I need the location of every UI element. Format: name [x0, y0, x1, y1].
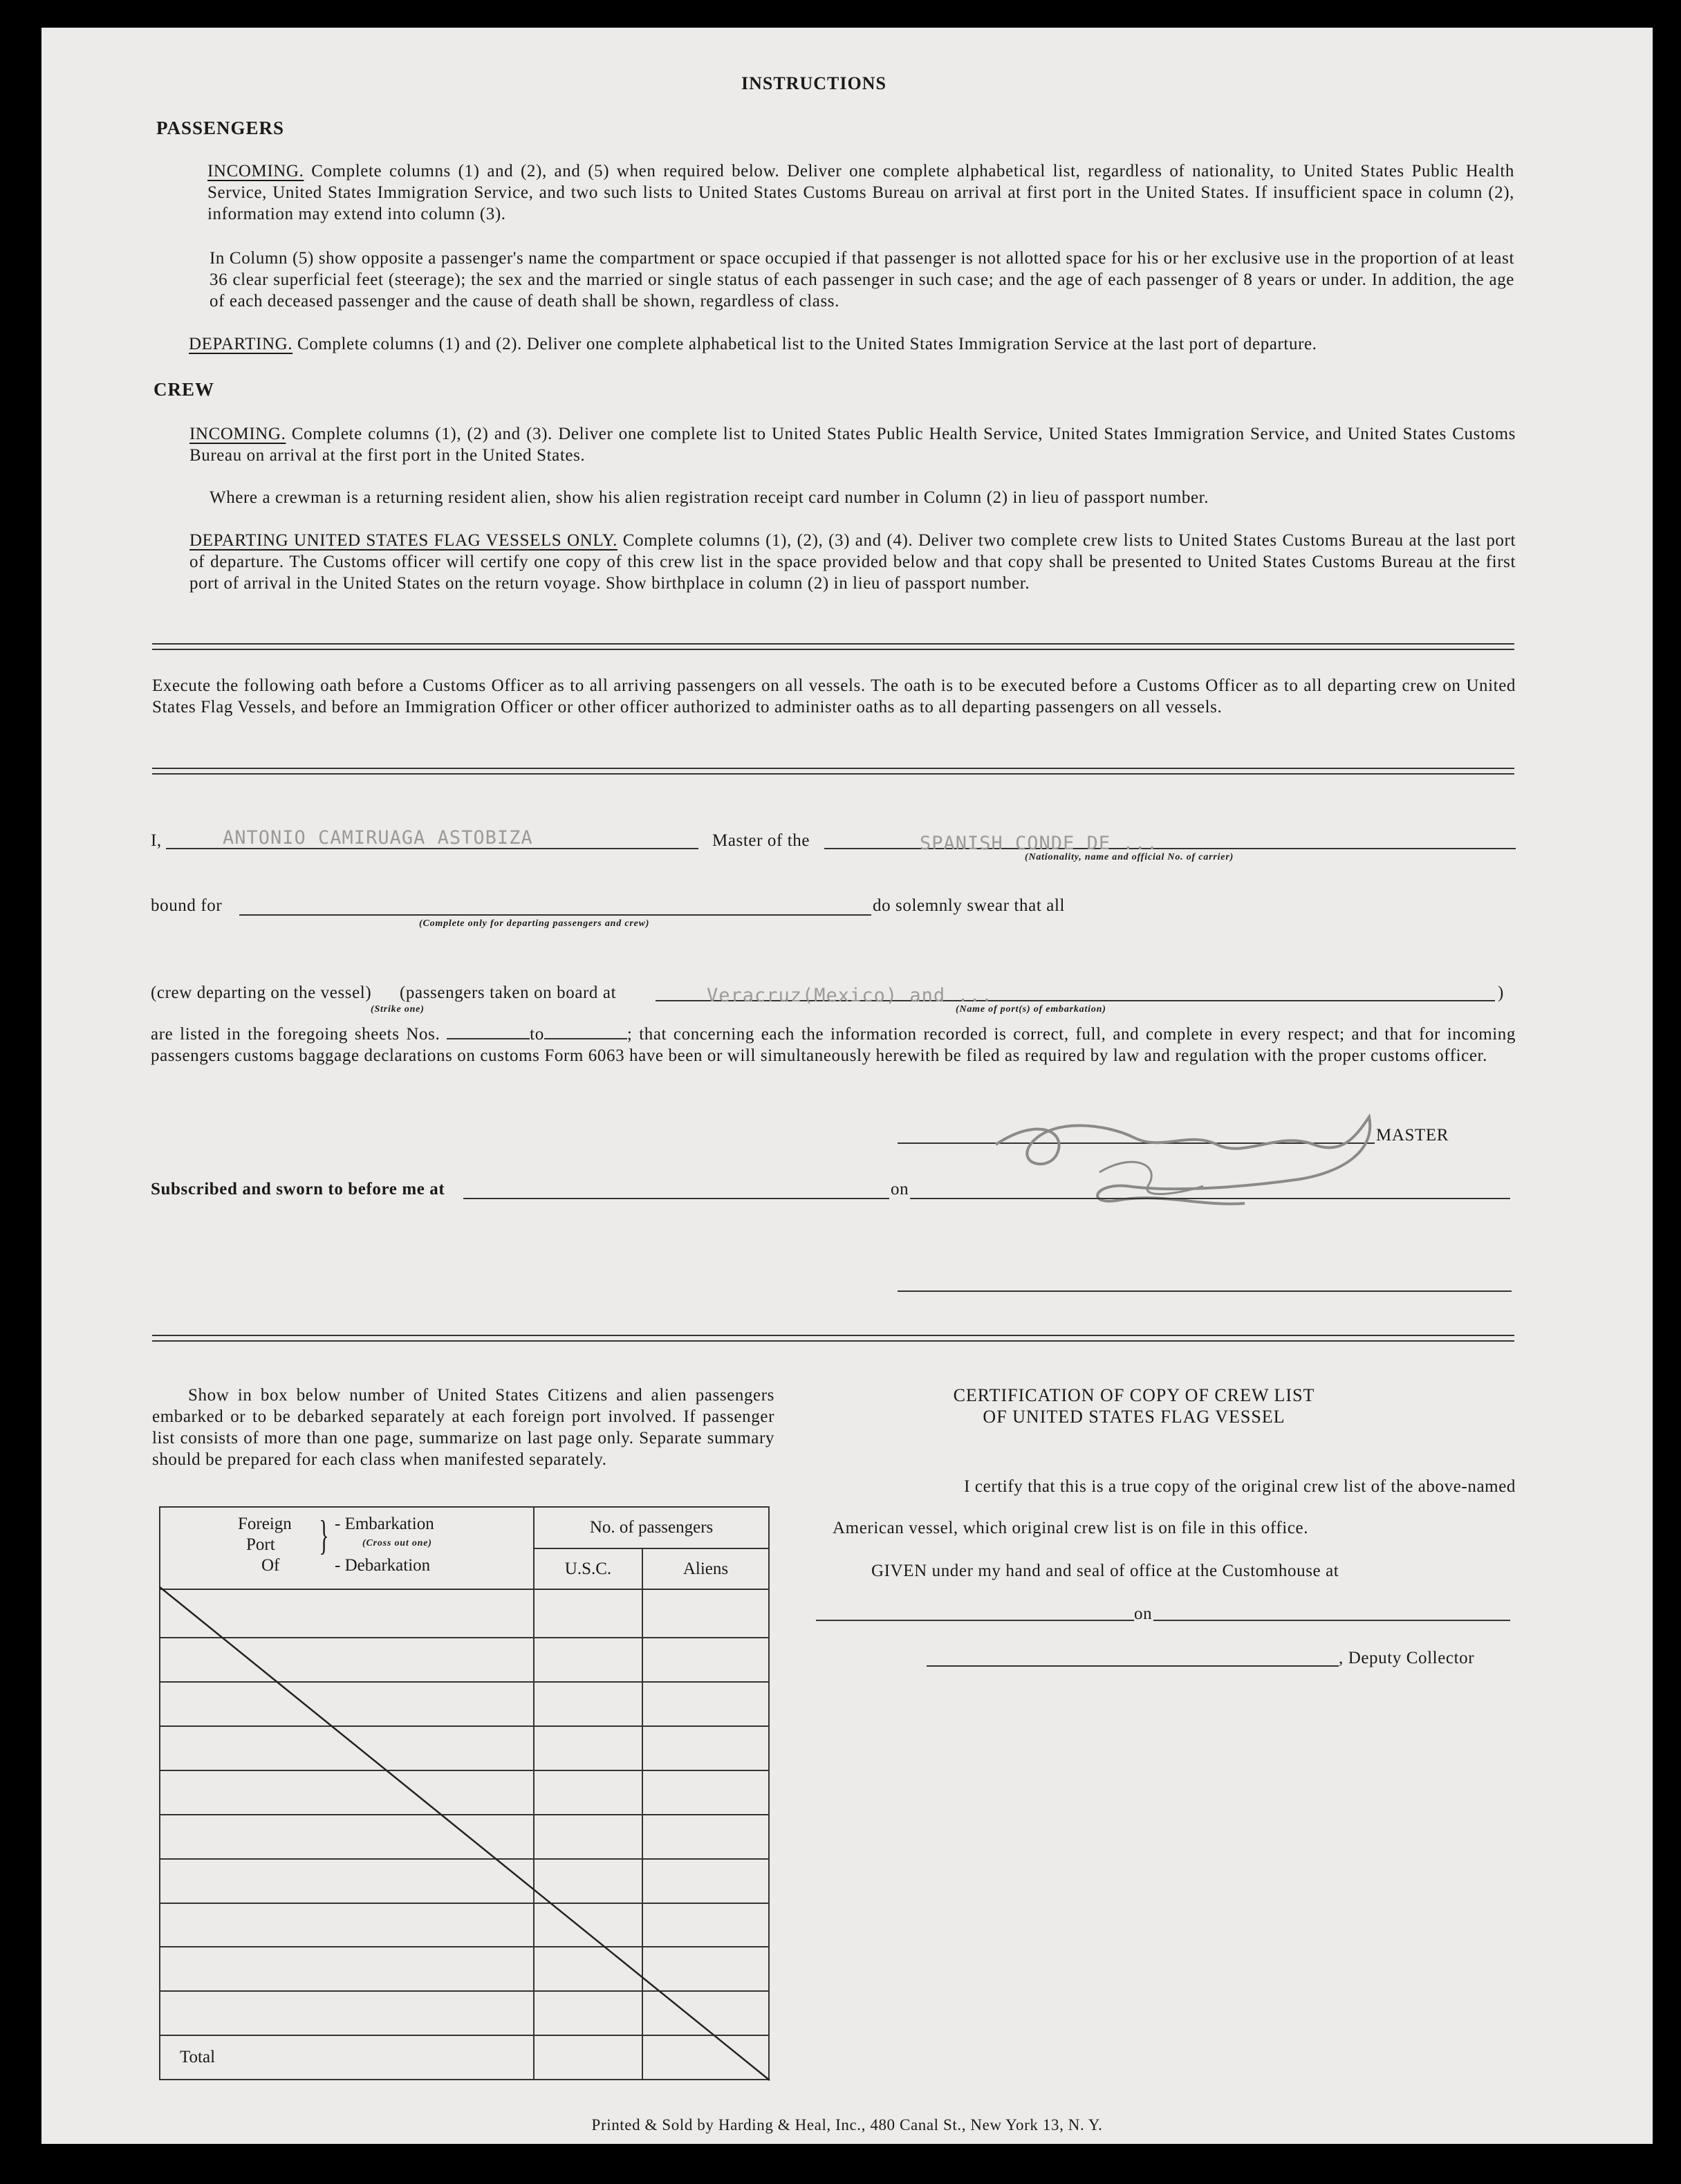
master-signature	[954, 1089, 1424, 1228]
port-label: Port	[246, 1535, 275, 1554]
master-name-field[interactable]: ANTONIO CAMIRUAGA ASTOBIZA	[223, 827, 533, 849]
passengers-incoming-text: Complete columns (1) and (2), and (5) when required below. Deliver one complete alphabetical list, regardless of nationality, to United States Public Health Service, United States Immigration Service, and two such lists to United States Customs Bureau on arrival at first port in the United States. If insufficient space in column (2), information may extend into column (3).	[207, 162, 1514, 223]
brace-icon: }	[319, 1512, 329, 1558]
crew-resident-paragraph: Where a crewman is a returning resident alien, show his alien registration receipt card number in Column (2) in lieu of passport number.	[210, 488, 1209, 507]
subscribed-date-line[interactable]	[910, 1198, 1510, 1199]
crew-departing-paragraph	[189, 530, 1516, 594]
deputy-signature-line[interactable]	[927, 1665, 1339, 1667]
vessel-field[interactable]: SPANISH CONDE DE ...	[920, 833, 1159, 854]
crew-incoming-paragraph	[189, 423, 1516, 466]
listed-text: ; that concerning each the information recorded is correct, full, and complete in every respect; and that for incoming passengers customs baggage declarations on customs Form 6063 have been or will simultaneously herewith be filed as required by law and regulation with the proper customs officer.	[151, 1025, 1516, 1065]
swear-label: do solemnly swear that all	[873, 896, 1066, 915]
oath-intro: Execute the following oath before a Customs Officer as to all arriving passengers on all vessels. The oath is to be executed before a Customs Officer as to all departing crew on United States Flag Vessels, and before an Immigration Officer or other officer authorized to administer oaths as to all departing passengers on all vessels.	[152, 676, 1516, 716]
listed-paragraph	[151, 1024, 1516, 1066]
total-label: Total	[160, 2035, 534, 2080]
sheet-to-field[interactable]	[544, 1024, 627, 1039]
i-label: I,	[151, 831, 162, 850]
section-divider	[152, 643, 1514, 650]
subscribed-place-line[interactable]	[463, 1198, 889, 1199]
certification-on-label: on	[1134, 1604, 1153, 1623]
passengers-departing-text: Complete columns (1) and (2). Deliver one complete alphabetical list to the United States Immigration Service at the last port of departure.	[297, 335, 1317, 353]
crew-incoming-label: INCOMING.	[189, 425, 286, 443]
usc-header: U.S.C.	[534, 1548, 642, 1590]
section-divider	[152, 1335, 1514, 1342]
foreign-label: Foreign	[238, 1515, 292, 1533]
certification-date-line[interactable]	[1153, 1620, 1510, 1621]
passengers-incoming-paragraph	[207, 160, 1514, 225]
passengers-departing-paragraph	[189, 333, 1516, 355]
passengers-departing-label: DEPARTING.	[189, 335, 293, 353]
to-label: to	[530, 1025, 544, 1044]
master-of-label: Master of the	[712, 831, 810, 850]
section-divider	[152, 768, 1514, 775]
page-title: INSTRUCTIONS	[741, 73, 886, 93]
deputy-collector-label: , Deputy Collector	[1339, 1649, 1475, 1667]
customhouse-line[interactable]	[816, 1620, 1134, 1621]
subscribed-label: Subscribed and sworn to before me at	[151, 1180, 445, 1199]
embarkation-option[interactable]: - Embarkation	[335, 1515, 434, 1533]
sheet-from-field[interactable]	[447, 1024, 530, 1039]
summary-instructions: Show in box below number of United States Citizens and alien passengers embarked or to be debarked separately at each foreign port involved. If passenger list consists of more than one page, summarize on last page only. Separate summary should be prepared for each class when manifested separately.	[152, 1386, 774, 1469]
vessel-caption: (Nationality, name and official No. of carrier)	[1025, 852, 1234, 862]
certification-title-line2: OF UNITED STATES FLAG VESSEL	[983, 1407, 1285, 1427]
certification-title	[940, 1385, 1328, 1427]
cancel-strike-line	[159, 1586, 771, 2082]
crew-heading: CREW	[154, 379, 215, 400]
crew-departing-text: Complete columns (1), (2), (3) and (4). Deliver two complete crew lists to United States Customs Bureau at the last port of departure. The Customs officer will certify one copy of this crew list in the space provided below and that copy shall be presented to United States Customs Bureau at the first port of arrival in the United States on the return voyage. Show birthplace in column (2) in lieu of passport number.	[189, 531, 1516, 593]
close-paren: )	[1498, 983, 1504, 1002]
listed-prefix: are listed in the foregoing sheets Nos.	[151, 1025, 440, 1044]
master-label: MASTER	[1376, 1126, 1449, 1145]
debarkation-option[interactable]: - Debarkation	[335, 1556, 431, 1575]
crew-departing-option: (crew departing on the vessel)	[151, 983, 372, 1002]
passengers-taken-option: (passengers taken on board at	[400, 983, 617, 1002]
port-caption: (Name of port(s) of embarkation)	[956, 1004, 1106, 1015]
bound-label: bound for	[151, 896, 223, 915]
crew-departing-label: DEPARTING UNITED STATES FLAG VESSELS ONLY.	[189, 531, 617, 550]
given-text: GIVEN under my hand and seal of office at the Customhouse at	[871, 1562, 1339, 1580]
no-passengers-header: No. of passengers	[534, 1507, 769, 1548]
passengers-column5-paragraph: In Column (5) show opposite a passenger's name the compartment or space occupied if that passenger is not allotted space for his or her exclusive use in the proportion of at least 36 clear superficial feet (steerage); the sex and the married or single status of each passenger in such case; and the age of each passenger of 8 years or under. In addition, the age of each deceased passenger and the cause of death shall be shown, regardless of class.	[210, 249, 1514, 311]
bound-for-line[interactable]	[239, 914, 871, 916]
certification-title-line1: CERTIFICATION OF COPY OF CREW LIST	[953, 1385, 1315, 1405]
passengers-incoming-label: INCOMING.	[207, 162, 304, 181]
subscribed-on-label: on	[891, 1180, 909, 1199]
passengers-heading: PASSENGERS	[156, 118, 285, 138]
certify-text: I certify that this is a true copy of the original crew list of the above-named	[964, 1477, 1516, 1496]
crew-incoming-text: Complete columns (1), (2) and (3). Deliver one complete list to United States Public Health Service, United States Immigration Service, and United States Customs Bureau on arrival at the first port in the United States.	[189, 425, 1516, 465]
foreign-port-header	[160, 1507, 534, 1589]
document-page	[41, 28, 1653, 2144]
certify-text-2: American vessel, which original crew list is on file in this office.	[833, 1519, 1309, 1537]
strike-caption: (Strike one)	[371, 1004, 425, 1015]
bound-caption: (Complete only for departing passengers and crew)	[419, 918, 650, 929]
of-label: Of	[261, 1556, 280, 1575]
aliens-header: Aliens	[642, 1548, 769, 1590]
cross-out-caption: (Cross out one)	[362, 1538, 432, 1548]
footer-imprint: Printed & Sold by Harding & Heal, Inc., 480 Canal St., New York 13, N. Y.	[591, 2116, 1103, 2134]
officer-signature-line[interactable]	[898, 1290, 1512, 1292]
port-field[interactable]: Veracruz(Mexico) and ...	[707, 985, 994, 1006]
